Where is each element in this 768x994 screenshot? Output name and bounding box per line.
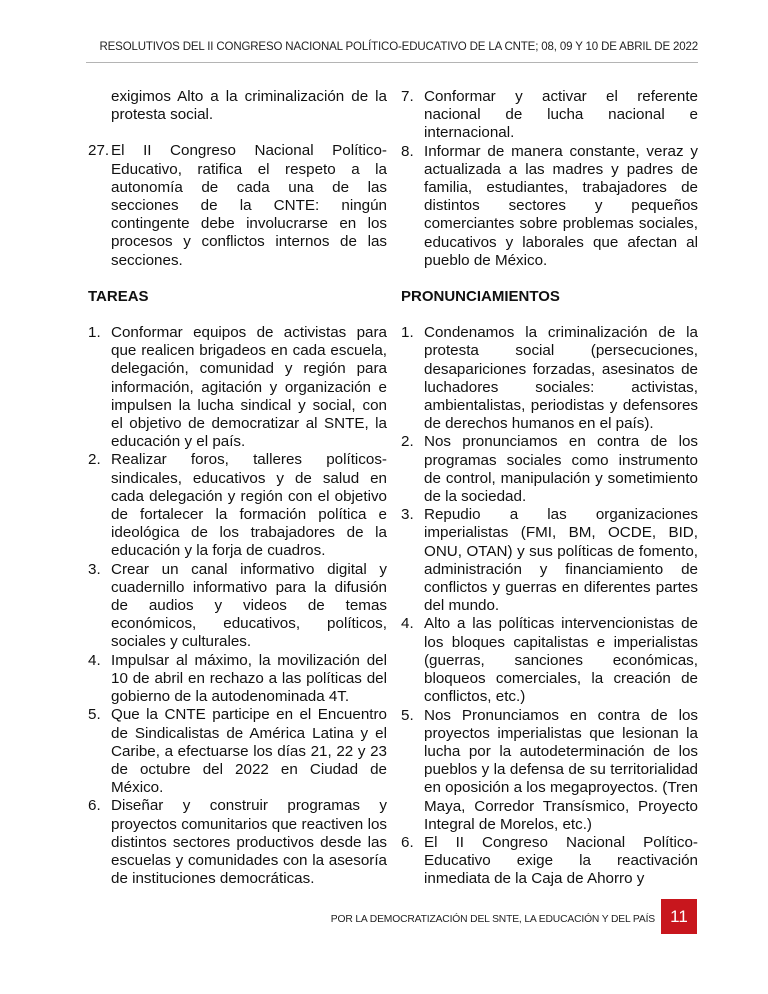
list-item: [88, 706, 387, 797]
header-rule: [86, 62, 698, 63]
item-number: 7.: [401, 88, 414, 105]
item-text: Conformar equipos de activistas para que realicen brigadeos en cada escuela, delegación, comunidad y región para información, agitación y organización e impulsen la lucha sindical y social, con el objetivo de democratizar al SNTE, la educación y el país.: [111, 324, 387, 451]
list-item: [88, 324, 387, 451]
tareas-list-continued: [401, 88, 698, 270]
item-text: Nos pronunciamos en contra de los programas sociales como instrumento de control, manipulación y sometimiento de la sociedad.: [424, 433, 698, 506]
item-text: Condenamos la criminalización de la protesta social (persecuciones, desapariciones forzadas, asesinatos de luchadores sociales: activistas, ambientalistas, periodistas y defensores de derechos humanos en el país).: [424, 324, 698, 433]
list-item: [88, 652, 387, 707]
tareas-list: [88, 324, 387, 888]
list-item: [401, 433, 698, 506]
item-number: 8.: [401, 142, 414, 160]
item-number: 6.: [401, 833, 414, 851]
page-number: 11: [661, 899, 697, 934]
item-number: 2.: [88, 451, 101, 469]
item-text: Nos Pronunciamos en contra de los proyectos imperialistas que lesionan la lucha por la autodeterminación de los pueblos y la defensa de su territorialidad en oposición a los megaproyectos. (Tren Maya, Corredor Transísmico, Proyecto Integral de Morelos, etc.): [424, 706, 698, 833]
item-number: 3.: [88, 560, 101, 578]
list-item: [88, 451, 387, 560]
continuation-text: exigimos Alto a la criminalización de la protesta social.: [111, 88, 387, 124]
resolutions-list: [88, 142, 387, 269]
item-text: Impulsar al máximo, la movilización del 10 de abril en rechazo a las políticas del gobierno de la autodenominada 4T.: [111, 651, 387, 706]
list-item: [401, 143, 698, 270]
item-number: 1.: [401, 324, 414, 342]
section-heading-pronunciamientos: PRONUNCIAMIENTOS: [401, 288, 560, 306]
item-text: Conformar y activar el referente nacional de lucha nacional e internacional.: [424, 88, 698, 142]
list-item: [401, 834, 698, 889]
list-item: [401, 506, 698, 615]
item-number: 4.: [88, 651, 101, 669]
item-number: 5.: [88, 706, 101, 724]
item-number: 3.: [401, 506, 414, 524]
left-column: [88, 88, 387, 888]
list-item: [88, 142, 387, 269]
list-item: [401, 88, 698, 143]
right-column: [401, 88, 698, 889]
footer-slogan: POR LA DEMOCRATIZACIÓN DEL SNTE, LA EDUCACIÓN Y DEL PAÍS: [330, 914, 655, 925]
item-text: El II Congreso Nacional Político-Educativo, ratifica el respeto a la autonomía de cada una de las secciones de la CNTE: ningún contingente debe involucrarse en los procesos y conflictos internos de las secciones.: [111, 142, 387, 269]
item-text: Crear un canal informativo digital y cuadernillo informativo para la difusión de audios y videos de temas económicos, educativos, políticos, sociales y culturales.: [111, 560, 387, 651]
item-text: Alto a las políticas intervencionistas de los bloques capitalistas e imperialistas (guerras, sanciones económicas, bloqueos comerciales, la creación de conflictos, etc.): [424, 615, 698, 706]
pronunciamientos-list: [401, 324, 698, 888]
list-item: [88, 561, 387, 652]
item-number: 27.: [88, 142, 110, 160]
item-text: Informar de manera constante, veraz y actualizada a las madres y padres de familia, estudiantes, trabajadores de distintos sectores y pequeños comerciantes sobre problemas sociales, educativos y laborales que afectan al pueblo de México.: [424, 142, 698, 269]
item-number: 4.: [401, 615, 414, 633]
item-number: 1.: [88, 324, 101, 342]
item-number: 2.: [401, 433, 414, 451]
item-text: Repudio a las organizaciones imperialistas (FMI, BM, OCDE, BID, ONU, OTAN) y sus políticas de fomento, administración y financiamiento de conflictos y guerras en diferentes partes del mundo.: [424, 506, 698, 615]
list-item: [401, 615, 698, 706]
item-text: El II Congreso Nacional Político-Educativo exige la reactivación inmediata de la Caja de Ahorro y: [424, 833, 698, 888]
item-number: 6.: [88, 797, 101, 815]
list-item: [88, 797, 387, 888]
section-heading-tareas: TAREAS: [88, 287, 149, 305]
running-header: RESOLUTIVOS DEL II CONGRESO NACIONAL POLÍTICO-EDUCATIVO DE LA CNTE; 08, 09 Y 10 DE ABRIL DE 2022: [99, 41, 698, 53]
list-item: [401, 707, 698, 834]
item-text: Realizar foros, talleres políticos-sindicales, educativos y de salud en cada delegación y región con el objetivo de fortalecer la formación política e ideológica de los trabajadores de la educación y la forja de cuadros.: [111, 451, 387, 560]
item-text: Diseñar y construir programas y proyectos comunitarios que reactiven los distintos sectores productivos desde las escuelas y comunidades con la asesoría de instituciones democráticas.: [111, 797, 387, 888]
item-number: 5.: [401, 706, 414, 724]
item-text: Que la CNTE participe en el Encuentro de Sindicalistas de América Latina y el Caribe, a efectuarse los días 21, 22 y 23 de octubre del 2022 en Ciudad de México.: [111, 706, 387, 797]
list-item: [401, 324, 698, 433]
